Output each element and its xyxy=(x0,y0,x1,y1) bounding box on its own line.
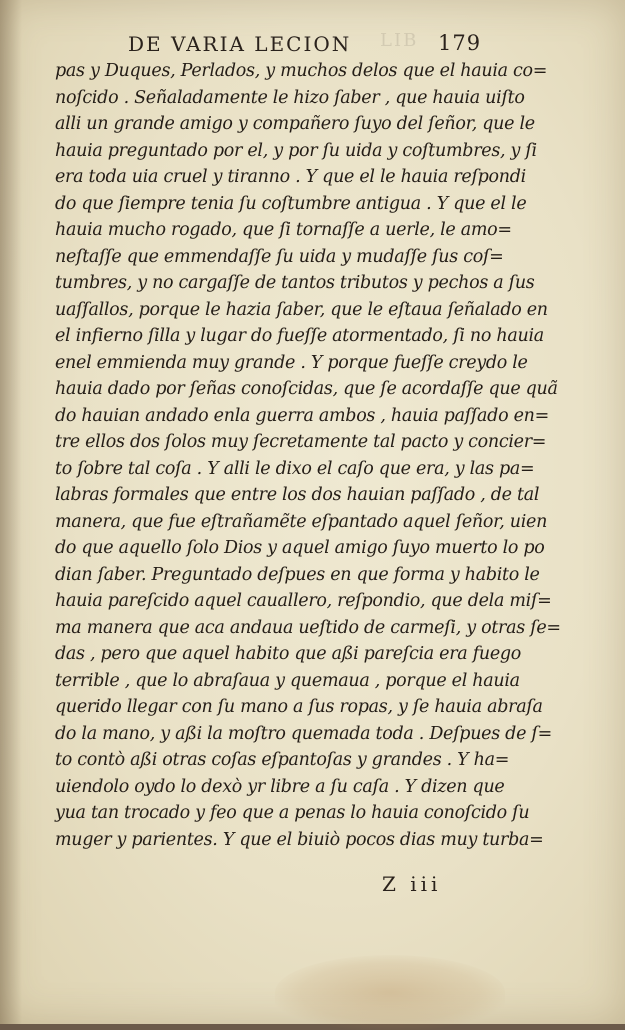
text-line: do hauian andado enla guerra ambos , hauia paſſado en= xyxy=(55,405,549,426)
text-line: enel emmienda muy grande . Y porque fueſſe creydo le xyxy=(55,352,528,373)
show-through-text: LIB xyxy=(380,30,419,51)
text-line: dian ſaber. Preguntado deſpues en que forma y habito le xyxy=(55,564,540,585)
text-line: do la mano, y aßi la moſtro quemada toda . Deſpues de ſ= xyxy=(55,723,552,744)
text-line: alli un grande amigo y compañero ſuyo del ſeñor, que le xyxy=(55,114,535,134)
running-title: DE VARIA LECION xyxy=(128,32,352,56)
text-line: noſcido . Señaladamente le hizo ſaber , que hauia uiſto xyxy=(55,87,525,108)
text-line: neſtaſſe que emmendaſſe ſu uida y mudaſſe ſus coſ= xyxy=(55,246,504,267)
body-text xyxy=(55,58,561,853)
text-line: hauia pareſcido aquel cauallero, reſpondio, que dela miſ= xyxy=(55,591,552,611)
text-line: to ſobre tal coſa . Y alli le dixo el caſo que era, y las pa= xyxy=(55,458,535,479)
water-stain xyxy=(275,955,505,1030)
text-line: do que ſiempre tenia ſu coſtumbre antigua . Y que el le xyxy=(55,193,527,214)
text-line: to contò aßi otras coſas eſpantoſas y grandes . Y ha= xyxy=(55,750,510,770)
text-line: el infierno ſilla y lugar do fueſſe atormentado, ſi no hauia xyxy=(55,326,544,346)
text-line: yua tan trocado y feo que a penas lo hauia conoſcido ſu xyxy=(55,803,530,823)
text-line: manera, que fue eſtrañamẽte eſpantado aquel ſeñor, uien xyxy=(55,511,548,532)
text-line: querido llegar con ſu mano a ſus ropas, y ſe hauia abraſa xyxy=(55,697,543,717)
text-line: uiendolo oydo lo dexò yr libre a ſu caſa . Y dizen que xyxy=(55,776,505,797)
gutter-shadow xyxy=(0,0,22,1024)
text-line: pas y Duques, Perlados, y muchos delos que el hauia co= xyxy=(55,61,548,81)
text-line: era toda uia cruel y tiranno . Y que el le hauia reſpondi xyxy=(55,167,526,187)
text-line: hauia dado por ſeñas conoſcidas, que ſe acordaſſe que quã xyxy=(55,379,558,399)
signature-mark: Z iii xyxy=(382,872,442,896)
text-line: terrible , que lo abraſaua y quemaua , porque el hauia xyxy=(55,670,520,691)
text-line: hauia mucho rogado, que ſi tornaſſe a uerle, le amo= xyxy=(55,220,512,240)
text-line: hauia preguntado por el, y por ſu uida y coſtumbres, y ſi xyxy=(55,140,537,161)
text-line: uaſſallos, porque le hazia ſaber, que le eſtaua ſeñalado en xyxy=(55,299,548,320)
text-line: tre ellos dos ſolos muy ſecretamente tal pacto y concier= xyxy=(55,432,547,452)
text-line: tumbres, y no cargaſſe de tantos tributos y pechos a ſus xyxy=(55,273,535,293)
text-line: ma manera que aca andaua ueſtido de carmeſi, y otras ſe= xyxy=(55,617,561,638)
text-line: muger y parientes. Y que el biuiò pocos dias muy turba= xyxy=(55,829,544,850)
text-line: do que aquello ſolo Dios y aquel amigo ſuyo muerto lo po xyxy=(55,538,545,558)
text-line: labras formales que entre los dos hauian paſſado , de tal xyxy=(55,485,540,505)
text-line: das , pero que aquel habito que aßi pareſcia era fuego xyxy=(55,644,522,664)
page-number: 179 xyxy=(438,31,482,55)
